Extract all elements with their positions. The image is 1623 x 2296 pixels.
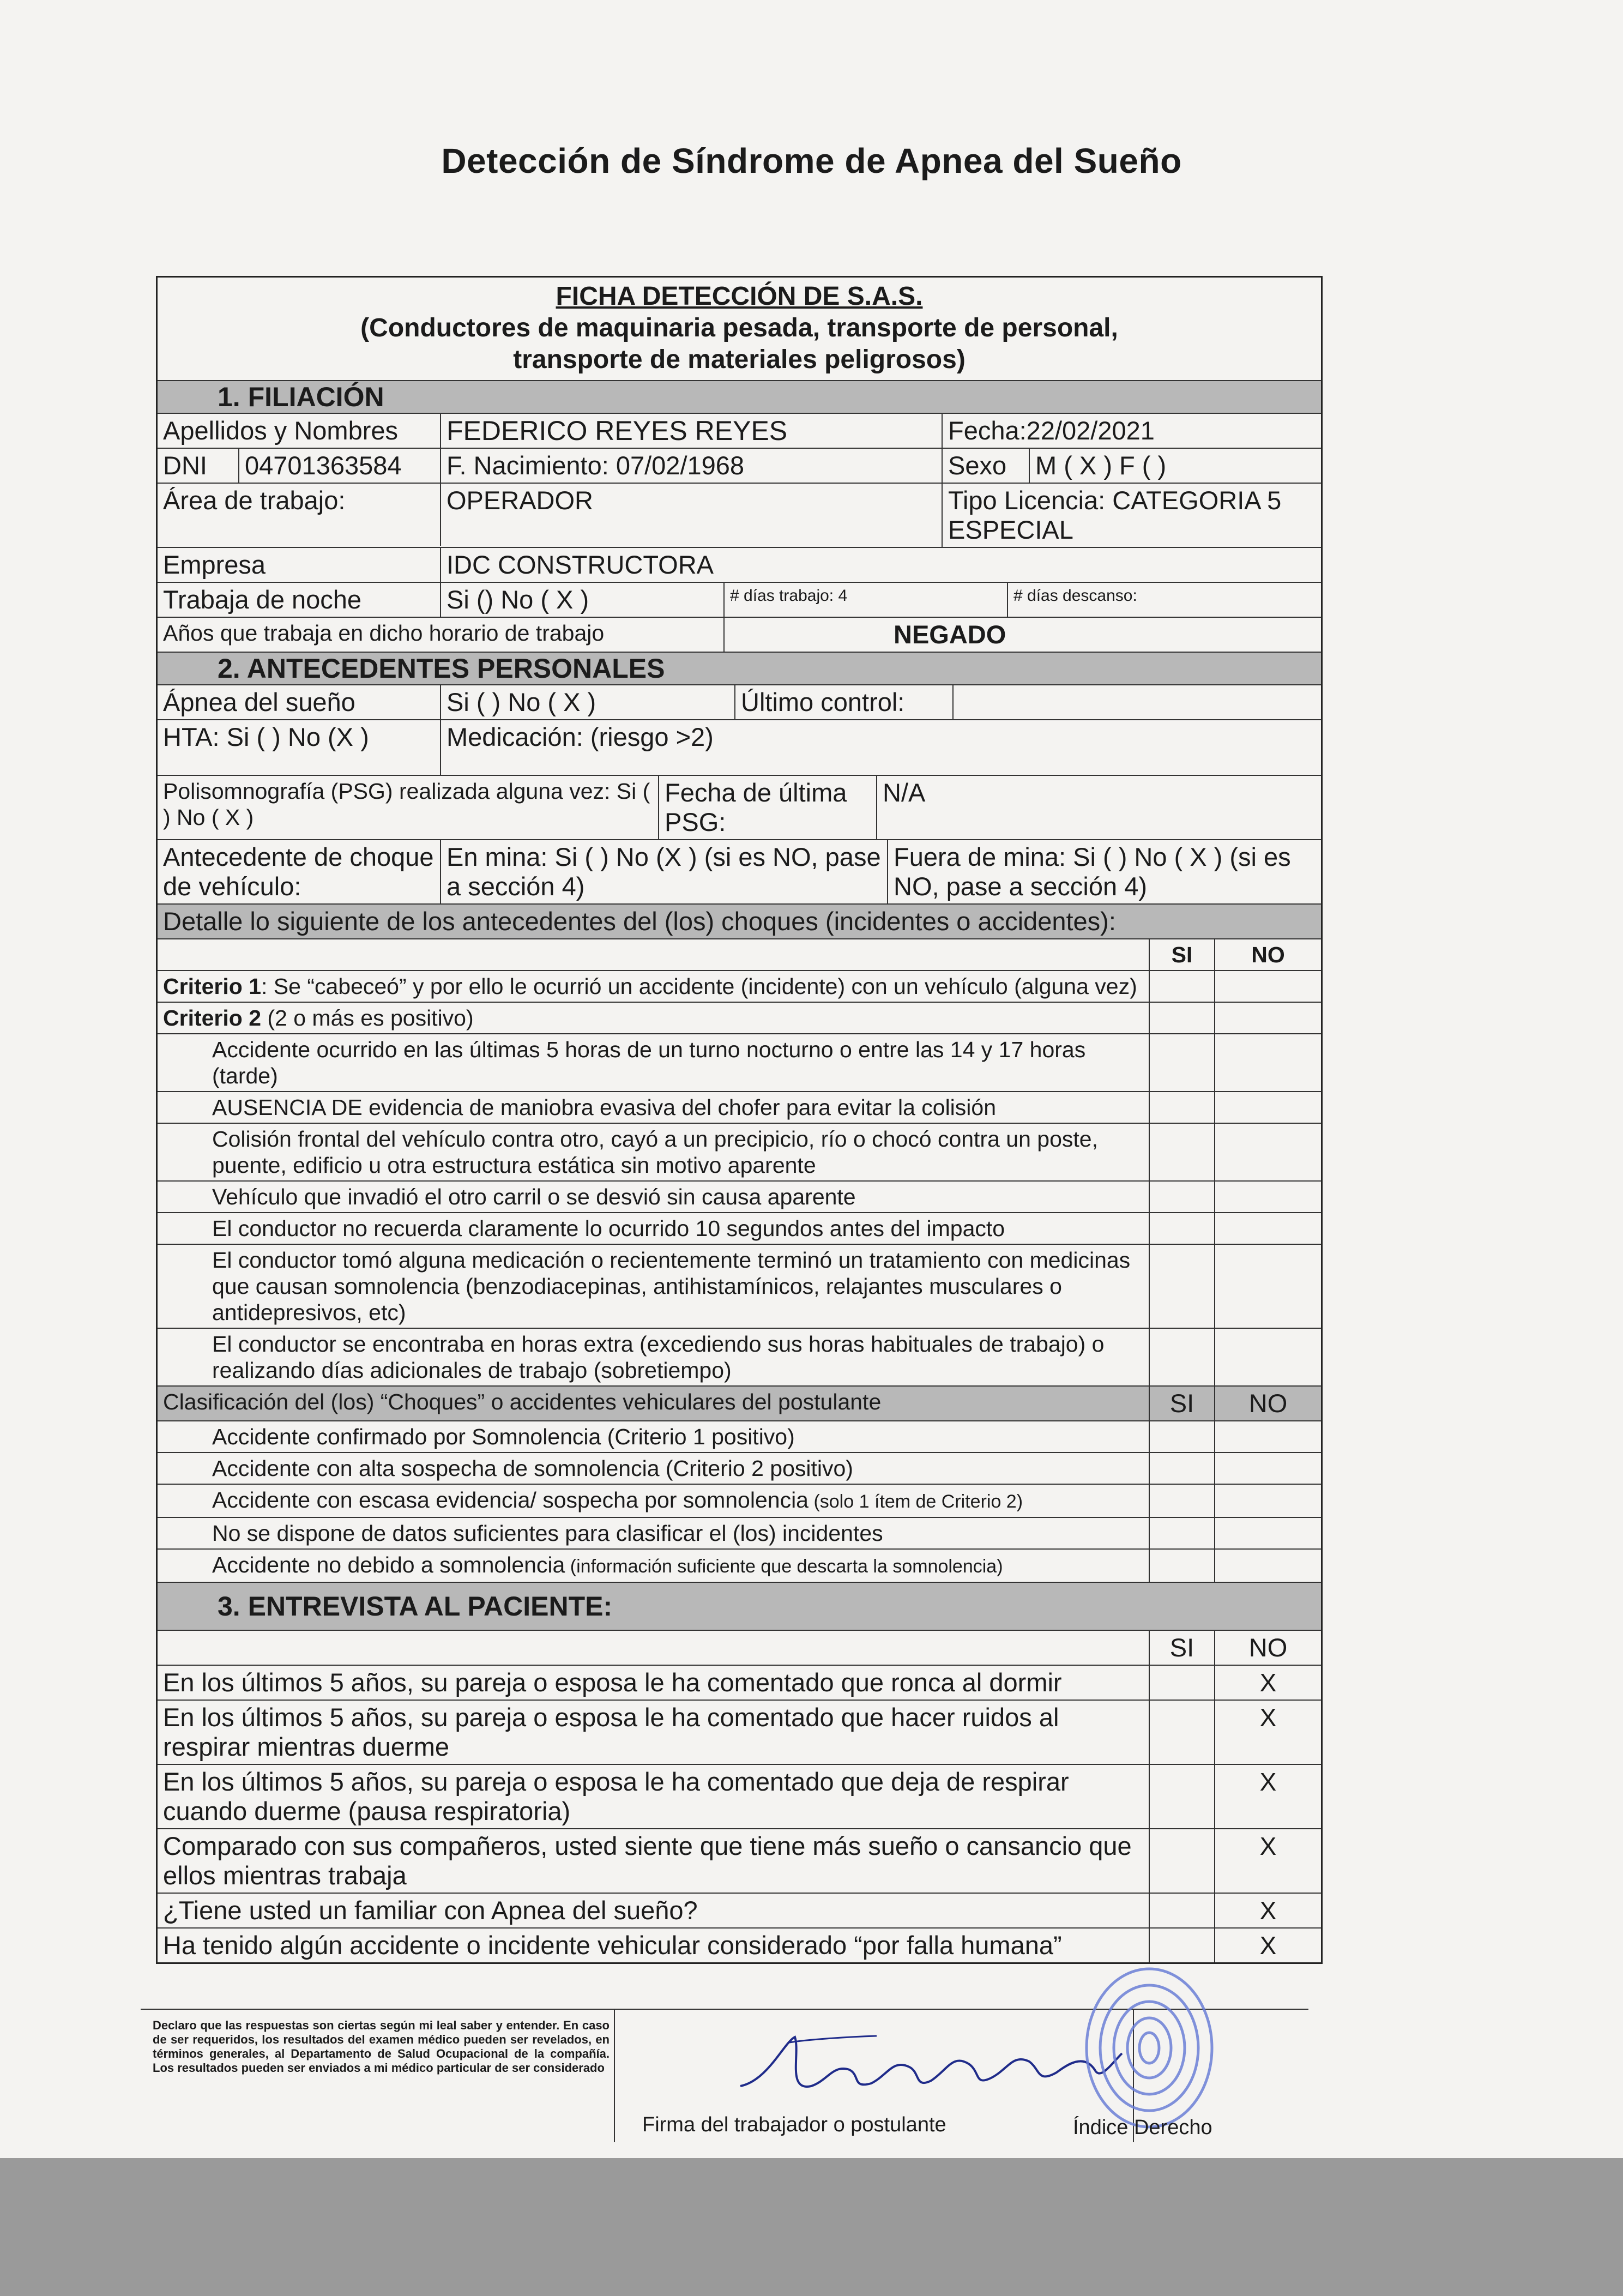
firma-label: Firma del trabajador o postulante xyxy=(642,2113,946,2136)
licencia-value: Tipo Licencia: CATEGORIA 5 ESPECIAL xyxy=(948,486,1282,544)
dias-trabajo: # días trabajo: 4 xyxy=(725,583,1008,617)
criterio-2-label: Criterio 2 xyxy=(163,1005,261,1031)
row-apnea xyxy=(158,685,1321,720)
empresa-label: Empresa xyxy=(158,548,441,582)
clasificacion-item: Accidente con alta sospecha de somnolencia (Criterio 2 positivo) xyxy=(158,1453,1321,1485)
interview-si-header: SI xyxy=(1150,1631,1215,1665)
apnea-value: Si ( ) No ( X ) xyxy=(441,685,735,719)
criteria-item: Vehículo que invadió el otro carril o se desvió sin causa aparente xyxy=(158,1182,1321,1213)
criteria-item: Accidente ocurrido en las últimas 5 horas de un turno nocturno o entre las 14 y 17 horas (tarde) xyxy=(158,1034,1321,1092)
sexo-label: Sexo xyxy=(943,449,1030,483)
dni-label: DNI xyxy=(158,449,239,483)
interview-question: En los últimos 5 años, su pareja o esposa le ha comentado que deja de respirar cuando duerme (pausa respiratoria) X xyxy=(158,1765,1321,1829)
indice-label: Índice Derecho xyxy=(1073,2116,1212,2139)
clasificacion-si-header: SI xyxy=(1150,1387,1215,1420)
criterio-2-row xyxy=(158,1003,1321,1034)
clasificacion-item: Accidente confirmado por Somnolencia (Criterio 1 positivo) xyxy=(158,1421,1321,1453)
criteria-no-header: NO xyxy=(1251,942,1285,967)
criteria-item: AUSENCIA DE evidencia de maniobra evasiva del chofer para evitar la colisión xyxy=(158,1092,1321,1124)
row-hta xyxy=(158,720,1321,776)
clasificacion-item: No se dispone de datos suficientes para clasificar el (los) incidentes xyxy=(158,1518,1321,1550)
form-footer xyxy=(141,2009,1308,2141)
scan-bottom-strip xyxy=(0,2158,1623,2296)
answer-no-mark: X xyxy=(1259,1768,1277,1796)
row-area xyxy=(158,484,1321,548)
anios-value: NEGADO xyxy=(894,620,1006,649)
interview-header-row xyxy=(158,1631,1321,1666)
form-title: FICHA DETECCIÓN DE S.A.S. xyxy=(556,282,923,311)
criteria-si-header: SI xyxy=(1150,939,1215,970)
row-anios xyxy=(158,618,1321,653)
noche-label: Trabaja de noche xyxy=(158,583,441,617)
criteria-item: Colisión frontal del vehículo contra otro, cayó a un precipicio, río o chocó contra un poste, puente, edificio u otra estructura estática sin motivo aparente xyxy=(158,1124,1321,1182)
interview-question: ¿Tiene usted un familiar con Apnea del sueño? X xyxy=(158,1894,1321,1929)
detalle-header: Detalle lo siguiente de los antecedentes del (los) choques (incidentes o accidentes): xyxy=(158,905,1321,939)
section-2-header: 2. ANTECEDENTES PERSONALES xyxy=(158,653,1321,685)
apellidos-value: FEDERICO REYES REYES xyxy=(441,414,943,448)
row-dni xyxy=(158,449,1321,484)
section-3-header: 3. ENTREVISTA AL PACIENTE: xyxy=(158,1583,1321,1631)
medicacion-label: Medicación: (riesgo >2) xyxy=(447,722,714,751)
criteria-item: El conductor tomó alguna medicación o recientemente terminó un tratamiento con medicinas que causan somnolencia (benzodiacepinas, antihistamínicos, relajantes musculares o antidepresivos, etc) xyxy=(158,1245,1321,1329)
fuera-mina-value: Fuera de mina: Si ( ) No ( X ) (si es NO, pase a sección 4) xyxy=(894,842,1291,901)
criterio-2-text: (2 o más es positivo) xyxy=(261,1005,474,1031)
anios-label: Años que trabaja en dicho horario de trabajo xyxy=(158,618,725,652)
form-subtitle-1: (Conductores de maquinaria pesada, transporte de personal, xyxy=(360,314,1118,342)
row-apellidos xyxy=(158,414,1321,449)
ultimo-control-value xyxy=(954,685,1321,719)
sas-form xyxy=(156,276,1323,1964)
answer-no-mark: X xyxy=(1259,1703,1277,1732)
row-empresa xyxy=(158,548,1321,583)
interview-question: En los últimos 5 años, su pareja o esposa le ha comentado que ronca al dormir X xyxy=(158,1666,1321,1701)
criterio-1-text: : Se “cabeceó” y por ello le ocurrió un accidente (incidente) con un vehículo (alguna vez) xyxy=(261,974,1137,999)
fecha-value: Fecha:22/02/2021 xyxy=(948,416,1155,445)
answer-no-mark: X xyxy=(1259,1931,1277,1960)
area-value: OPERADOR xyxy=(441,484,943,547)
clasificacion-label: Clasificación del (los) “Choques” o accidentes vehiculares del postulante xyxy=(158,1387,1150,1420)
psg-label: Polisomnografía (PSG) realizada alguna vez: Si ( ) No ( X ) xyxy=(158,776,659,839)
apellidos-label: Apellidos y Nombres xyxy=(158,414,441,448)
declaration-text: Declaro que las respuestas son ciertas según mi leal saber y entender. En caso de ser requeridos, los resultados del examen médico pueden ser revelados, en términos generales, al Departamento de Salud Ocupacional de la compañía. Los resultados pueden ser enviados a mi médico particular de ser considerado xyxy=(153,2018,610,2075)
area-label: Área de trabajo: xyxy=(158,484,441,546)
sexo-value: M ( X ) F ( ) xyxy=(1035,451,1167,480)
choque-label: Antecedente de choque de vehículo: xyxy=(158,840,441,903)
interview-question: Comparado con sus compañeros, usted siente que tiene más sueño o cansancio que ellos mientras trabaja X xyxy=(158,1829,1321,1894)
psg-fecha-label: Fecha de última PSG: xyxy=(659,776,877,839)
interview-question: En los últimos 5 años, su pareja o esposa le ha comentado que hacer ruidos al respirar mientras duerme X xyxy=(158,1701,1321,1765)
answer-no-mark: X xyxy=(1259,1668,1277,1697)
apnea-label: Ápnea del sueño xyxy=(158,685,441,719)
en-mina-value: En mina: Si ( ) No (X ) (si es NO, pase a sección 4) xyxy=(441,840,888,903)
dni-value: 04701363584 xyxy=(239,449,441,483)
psg-fecha-value: N/A xyxy=(883,778,926,807)
row-noche xyxy=(158,583,1321,618)
row-choque xyxy=(158,840,1321,905)
interview-no-header: NO xyxy=(1248,1633,1288,1662)
ultimo-control-label: Último control: xyxy=(735,685,954,719)
noche-value: Si () No ( X ) xyxy=(441,583,725,617)
page-title: Detección de Síndrome de Apnea del Sueño xyxy=(441,141,1182,180)
form-header xyxy=(158,278,1321,381)
criteria-item: El conductor se encontraba en horas extra (excediendo sus horas habituales de trabajo) o realizando días adicionales de trabajo (sobretiempo) xyxy=(158,1329,1321,1387)
nacimiento-value: F. Nacimiento: 07/02/1968 xyxy=(441,449,943,483)
answer-no-mark: X xyxy=(1259,1832,1277,1860)
criterio-1-label: Criterio 1 xyxy=(163,974,261,999)
empresa-value: IDC CONSTRUCTORA xyxy=(447,550,714,579)
section-1-header: 1. FILIACIÓN xyxy=(158,381,1321,414)
clasificacion-item: Accidente no debido a somnolencia (información suficiente que descarta la somnolencia) xyxy=(158,1550,1321,1583)
hta-value: HTA: Si ( ) No (X ) xyxy=(158,720,441,775)
row-psg xyxy=(158,776,1321,840)
dias-descanso: # días descanso: xyxy=(1013,587,1137,605)
clasificacion-header xyxy=(158,1387,1321,1421)
form-subtitle-2: transporte de materiales peligrosos) xyxy=(513,345,966,374)
clasificacion-no-header: NO xyxy=(1248,1389,1288,1418)
criterio-1-row xyxy=(158,971,1321,1003)
interview-question: Ha tenido algún accidente o incidente vehicular considerado “por falla humana” X xyxy=(158,1929,1321,1962)
criteria-item: El conductor no recuerda claramente lo ocurrido 10 segundos antes del impacto xyxy=(158,1213,1321,1245)
answer-no-mark: X xyxy=(1259,1896,1277,1925)
criteria-header-row xyxy=(158,939,1321,971)
clasificacion-item: Accidente con escasa evidencia/ sospecha por somnolencia (solo 1 ítem de Criterio 2) xyxy=(158,1485,1321,1518)
